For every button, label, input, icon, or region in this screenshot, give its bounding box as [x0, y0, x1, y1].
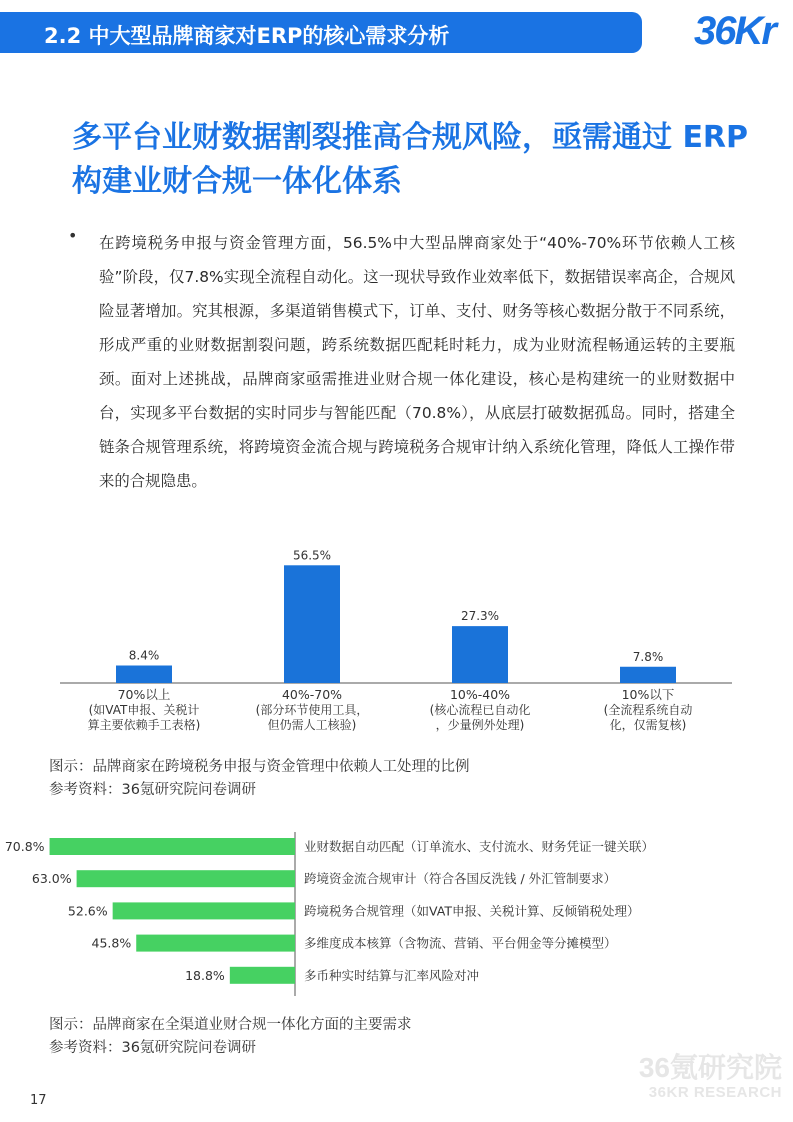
hbar-value-label: 63.0%: [31, 871, 72, 887]
hbar-category-label: 多维度成本核算（含物流、营销、平台佣金等分摊模型）: [304, 935, 617, 951]
category-note: 算主要依赖手工表格): [87, 718, 201, 732]
hbar-category-label: 跨境税务合规管理（如VAT申报、关税计算、反倾销税处理）: [304, 903, 640, 919]
bar: [284, 565, 340, 683]
category-note: (部分环节使用工具，: [255, 703, 369, 717]
hbar-value-label: 45.8%: [91, 935, 132, 951]
watermark-main-text: 36氪研究院: [638, 1052, 782, 1083]
category-note: (如VAT申报、关税计: [88, 703, 200, 717]
bar-chart-caption: 图示：品牌商家在跨境税务申报与资金管理中依赖人工处理的比例: [49, 759, 470, 775]
bar-value-label: 7.8%: [632, 649, 664, 664]
hbar-category-label: 业财数据自动匹配（订单流水、支付流水、财务凭证一键关联）: [304, 839, 655, 854]
bar: [116, 666, 172, 684]
bullet-icon: •: [68, 226, 78, 245]
hbar: [230, 967, 295, 984]
category-label: 10%-40%: [449, 687, 511, 702]
category-note: ，少量例外处理): [435, 718, 525, 732]
bar-value-label: 56.5%: [292, 548, 332, 563]
hbar-value-label: 52.6%: [67, 903, 108, 919]
bar-value-label: 8.4%: [128, 648, 160, 663]
hbar-chart-caption: 图示：品牌商家在全渠道业财合规一体化方面的主要需求: [49, 1017, 412, 1033]
category-label: 70%以上: [117, 687, 171, 702]
36kr-logo: [690, 4, 793, 54]
bar: [452, 626, 508, 683]
logo-text: 36Kr: [694, 9, 775, 53]
category-label: 40%-70%: [281, 687, 343, 702]
watermark-sub-text: 36KR RESEARCH: [648, 1084, 782, 1101]
category-note: (全流程系统自动: [603, 703, 693, 717]
hbar: [50, 838, 295, 855]
category-note: 但仍需人工核验): [267, 718, 357, 732]
compliance-needs-bar-chart: [0, 826, 793, 1001]
section-title: 2.2 中大型品牌商家对ERP的核心需求分析: [44, 24, 450, 48]
hbar-chart-source: 参考资料：36氪研究院问卷调研: [49, 1040, 256, 1056]
body-paragraph: 在跨境税务申报与资金管理方面，56.5%中大型品牌商家处于“40%-70%环节依赖人工核验”阶段，仅7.8%实现全流程自动化。这一现状导致作业效率低下，数据错误率高企，合规风险显著增加。究其根源，多渠道销售模式下，订单、支付、财务等核心数据分散于不同系统，形成严重的业财数据割裂问题，跨系统数据匹配耗时耗力，成为业财流程畅通运转的主要瓶颈。面对上述挑战，品牌商家亟需推进业财合规一体化建设，核心是构建统一的业财数据中台，实现多平台数据的实时同步与智能匹配（70.8%），从底层打破数据孤岛。同时，搭建全链条合规管理系统，将跨境资金流合规与跨境税务合规审计纳入系统化管理，降低人工操作带来的合规隐患。: [99, 234, 735, 490]
category-label: 10%以下: [621, 687, 675, 702]
manual-dependency-bar-chart: [0, 535, 793, 745]
bar-chart-source: 参考资料：36氪研究院问卷调研: [49, 782, 256, 798]
hbar-value-label: 18.8%: [185, 967, 225, 983]
bar: [620, 667, 676, 683]
hbar-category-label: 多币种实时结算与汇率风险对冲: [304, 967, 480, 983]
page-number: 17: [30, 1093, 47, 1108]
watermark: [612, 1052, 782, 1102]
category-note: (核心流程已自动化: [429, 703, 531, 717]
hbar: [77, 870, 295, 887]
page-headline: 多平台业财数据割裂推高合规风险，亟需通过 ERP 构建业财合规一体化体系: [72, 120, 749, 199]
hbar-category-label: 跨境资金流合规审计（符合各国反洗钱 / 外汇管制要求）: [304, 871, 617, 887]
bar-value-label: 27.3%: [460, 609, 500, 624]
hbar-value-label: 70.8%: [4, 839, 45, 854]
category-note: 化，仅需复核): [609, 718, 687, 732]
hbar: [113, 902, 295, 919]
hbar: [136, 935, 295, 952]
